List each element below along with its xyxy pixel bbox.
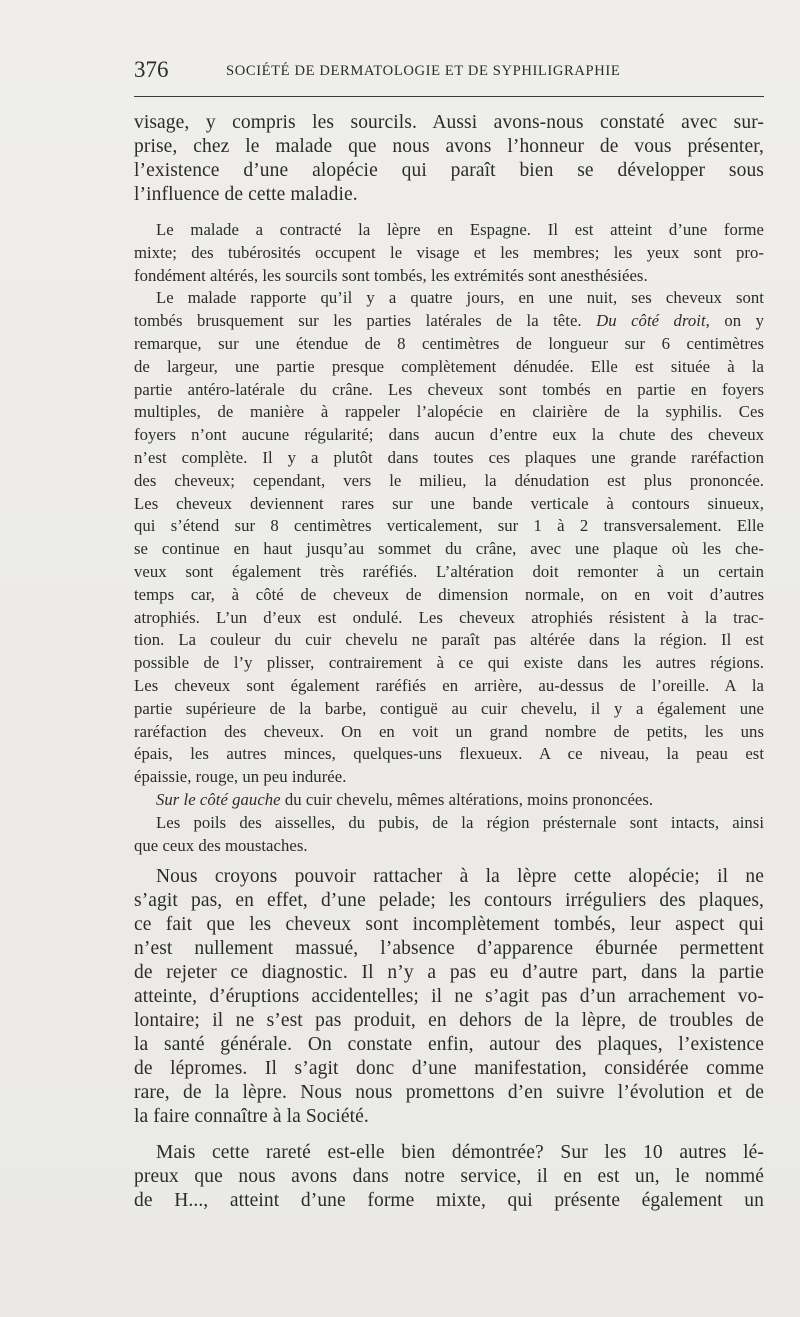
paragraph-5-line: que ceux des moustaches. (134, 835, 308, 855)
paragraph-3-line: épaissie, rouge, un peu indurée. (134, 767, 347, 787)
paragraph-3-line: atrophiés. L’un d’eux est ondulé. Les cheveux atrophiés résistent à la trac- (134, 607, 764, 627)
article-body (134, 111, 764, 1213)
paragraph-4-text: du cuir chevelu, mêmes altérations, moins prononcées. (280, 789, 654, 809)
paragraph-6-line: Nous croyons pouvoir rattacher à la lèpre cette alopécie; il ne (156, 866, 764, 888)
paragraph-1-line: prise, chez le malade que nous avons l’honneur de vous présenter, (134, 136, 764, 157)
paragraph-1-line: l’existence d’une alopécie qui paraît bien se développer sous (134, 160, 764, 181)
paragraph-3-line: Les cheveux sont également raréfiés en arrière, au-dessus de l’oreille. A la (134, 675, 764, 695)
paragraph-4-line (134, 789, 764, 812)
journal-title: SOCIÉTÉ DE DERMATOLOGIE ET DE SYPHILIGRAPHIE (226, 63, 621, 79)
paragraph-6-line: rare, de la lèpre. Nous nous promettons d’en suivre l’évolution et de (134, 1082, 764, 1104)
paragraph-6-line: ce fait que les cheveux sont incomplètement tombés, leur aspect qui (134, 914, 764, 936)
paragraph-6-line: la santé générale. On constate enfin, autour des plaques, l’existence (134, 1034, 764, 1056)
paragraph-3-line: Le malade rapporte qu’il y a quatre jours, en une nuit, ses cheveux sont (156, 288, 764, 308)
paragraph-7-line: de H..., atteint d’une forme mixte, qui présente également un (134, 1190, 764, 1212)
paragraph-gap (134, 857, 764, 865)
paragraph-1-line: l’influence de cette maladie. (134, 184, 358, 205)
paragraph-3-line-2-end: on y (709, 311, 764, 331)
running-head (134, 55, 764, 85)
paragraph-3-line: temps car, à côté de cheveux de dimension normale, on en voit d’autres (134, 584, 764, 604)
paragraph-5-line: Les poils des aisselles, du pubis, de la région présternale sont intacts, ainsi (156, 812, 764, 832)
paragraph-2-line: mixte; des tubérosités occupent le visage et les membres; les yeux sont pro- (134, 242, 764, 262)
page-number: 376 (134, 57, 169, 82)
paragraph-3-line: de largeur, une partie presque complètement dénudée. Elle est située à la (134, 356, 764, 376)
paragraph-6-line: lontaire; il ne s’est pas produit, en dehors de la lèpre, de troubles de (134, 1010, 764, 1032)
paragraph-3-italic-heading: Du côté droit, (596, 311, 710, 331)
paragraph-gap (134, 1129, 764, 1141)
paragraph-1-line: visage, y compris les sourcils. Aussi avons-nous constaté avec sur- (134, 112, 764, 133)
paragraph-6-line: de rejeter ce diagnostic. Il n’y a pas eu d’autre part, dans la partie (134, 962, 764, 984)
paragraph-3-line: raréfaction des cheveux. On en voit un grand nombre de petits, les uns (134, 721, 764, 741)
paragraph-3-line: remarque, sur une étendue de 8 centimètres de longueur sur 6 centimètres (134, 333, 764, 353)
paragraph-7-line: preux que nous avons dans notre service, il en est un, le nommé (134, 1166, 764, 1188)
paragraph-3-line: n’est complète. Il y a plutôt dans toutes ces plaques une grande raréfaction (134, 447, 764, 467)
paragraph-3-line: qui s’étend sur 8 centimètres verticalement, sur 1 à 2 transversalement. Elle (134, 516, 764, 536)
header-rule (134, 96, 764, 97)
paragraph-3-line: veux sont également très raréfiés. L’altération doit remonter à un certain (134, 561, 764, 581)
paragraph-6-line: s’agit pas, en effet, d’une pelade; les contours irréguliers des plaques, (134, 890, 764, 912)
paragraph-6-line: n’est nullement massué, l’absence d’apparence éburnée permettent (134, 938, 764, 960)
paragraph-3-line-2-text: tombés brusquement sur les parties latérales de la tête. (134, 311, 582, 331)
paragraph-3-line (134, 310, 764, 333)
paragraph-6-line: atteinte, d’éruptions accidentelles; il ne s’agit pas d’un arrachement vo- (134, 986, 764, 1008)
paragraph-3-line: des cheveux; cependant, vers le milieu, la dénudation est plus prononcée. (134, 470, 764, 490)
paragraph-3-line: possible de l’y plisser, contrairement à ce qui existe dans les autres régions. (134, 653, 764, 673)
paragraph-3-line: tion. La couleur du cuir chevelu ne paraît pas altérée dans la région. Il est (134, 630, 764, 650)
paragraph-3-line: épais, les autres minces, quelques-uns flexueux. A ce niveau, la peau est (134, 744, 764, 764)
paragraph-2-line: Le malade a contracté la lèpre en Espagne. Il est atteint d’une forme (156, 220, 764, 239)
paragraph-2-line: fondément altérés, les sourcils sont tombés, les extrémités sont anesthésiées. (134, 265, 648, 285)
paragraph-3-line: partie antéro-latérale du crâne. Les cheveux sont tombés en partie en foyers (134, 379, 764, 399)
paragraph-7-line: Mais cette rareté est-elle bien démontrée? Sur les 10 autres lé- (156, 1142, 764, 1164)
paragraph-3-line: multiples, de manière à rappeler l’alopécie en clairière de la syphilis. Ces (134, 402, 764, 422)
paragraph-6-line: de lépromes. Il s’agit donc d’une manifestation, considérée comme (134, 1058, 764, 1080)
paragraph-3-line: Les cheveux deviennent rares sur une bande verticale à contours sinueux, (134, 493, 764, 513)
paragraph-gap (134, 207, 764, 219)
paragraph-3-line: foyers n’ont aucune régularité; dans aucun d’entre eux la chute des cheveux (134, 425, 764, 445)
paragraph-4-italic-heading: Sur le côté gauche (156, 789, 281, 809)
paragraph-3-line: se continue en haut jusqu’au sommet du crâne, avec une plaque où les che- (134, 539, 764, 559)
paragraph-3-line: partie supérieure de la barbe, contiguë au cuir chevelu, il y a également une (134, 698, 764, 718)
paragraph-6-line: la faire connaître à la Société. (134, 1106, 369, 1128)
